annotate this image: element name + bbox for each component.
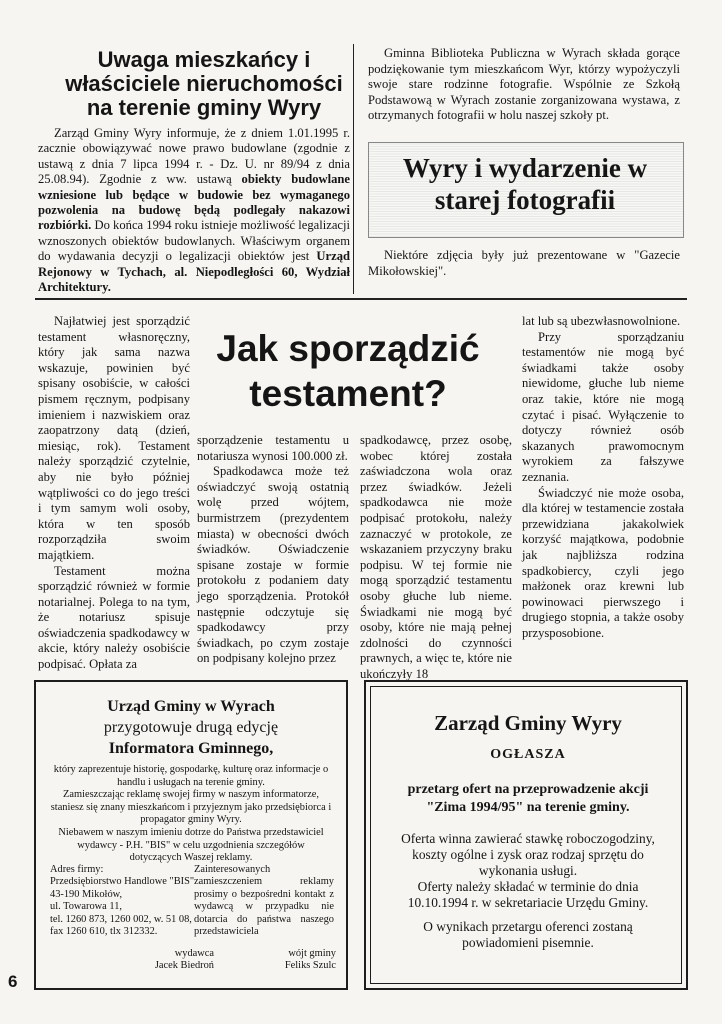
exhibition-title: Wyry i wydarzenie w starej fotografii — [402, 153, 648, 215]
ad-paragraph: który zaprezentuje historię, gospodarkę, kulturę oraz informacje o handlu i usługach na terenie gminy. — [53, 764, 329, 788]
column-paragraph: Spadkodawca może też oświadczyć swoją ostatnią wolę przed wójtem, burmistrzem (prezydentem miasta) w obecności dwóch świadków. Oświadczenie spisane zostaje w formie protokołu z podaniem daty jego sporządzenia. Protokół następnie odczytuje się spadkodawcy przy świadkach, po czym zostaje on podpisany kolejno przez — [197, 464, 349, 666]
column-paragraph: lat lub są ubezwłasnowolnione. — [522, 314, 681, 328]
article-headline: Uwaga mieszkańcy i właściciele nieruchomości na terenie gminy Wyry — [65, 47, 343, 120]
signature-name: Jacek Biedroń — [154, 960, 214, 972]
page-number: 6 — [8, 972, 18, 991]
company-address — [50, 864, 198, 938]
signature-name: Feliks Szulc — [284, 960, 336, 972]
address-line: ul. Towarowa 11, — [50, 901, 122, 913]
column-paragraph: Najłatwiej jest sporządzić testament własnoręczny, który jak sama nazwa wskazuje, powinien być spisany osobiście, w całości pismem ręcznym, podpisany imieniem i nazwiskiem oraz zaopatrzony datą (dzień, miesiąc, rok). Testament należy sporządzić czytelnie, aby nie było później wątpliwości co do jego treści i tym samym woli osoby, która w ten sposób rozporządziła swoim majątkiem. — [38, 314, 190, 562]
text-column-3 — [360, 433, 512, 683]
column-paragraph: Przy sporządzaniu testamentów nie mogą być świadkami także osoby niewidome, głuche lub nieme oraz takie, które nie mogą czytać i pisać. Wyłączenie to dotyczy również osób skazanych prawomocnym wyrokiem za fałszywe zeznania. — [522, 329, 684, 484]
address-line: 43-190 Mikołów, — [50, 888, 123, 900]
ad-heading: Urząd Gminy w Wyrach — [107, 698, 275, 715]
testament-headline: Jak sporządzić testament? — [216, 328, 480, 414]
text-span: Zarząd Gminy Wyry informuje, że z dniem 1.01.1995 r. zacznie obowiązywać nowe prawo budowlane (zgodnie z ustawą z dnia 7 lipca 1994 r. - Dz. U. nr 89/94 z dnia 25.08.94). Zgodnie z ww. ustawą — [38, 126, 350, 187]
library-notice — [368, 46, 680, 124]
announcement-inner-frame — [370, 686, 682, 984]
address-line: fax 1260 610, tlx 312332. — [50, 926, 158, 938]
bold-text: obiekty budowlane wzniesione lub będące w budowie bez wymaganego pozwolenia na budowę będą podlegały nakazowi rozbiórki. — [38, 172, 351, 233]
signature-role: wójt gminy — [288, 948, 336, 959]
announcement-body — [387, 831, 669, 951]
announcement-label: OGŁASZA — [490, 747, 566, 762]
column-paragraph: Testament można sporządzić również w formie notarialnej. Polega to na tym, że notariusz spisuje oświadczenia spadkodawcy w akcie, który należy osobiście podpisać. Opłata za — [38, 563, 190, 672]
publisher-signature — [96, 948, 214, 973]
column-paragraph: sporządzenie testamentu u notariusza wynosi 100.000 zł. — [197, 433, 349, 463]
mayor-signature — [256, 948, 336, 973]
address-line: Przedsiębiorstwo Handlowe "BIS" — [50, 876, 195, 888]
text-span: Do końca 1994 roku istnieje możliwość legalizacji wznoszonych obiektów budowlanych. Właściwym organem do wydawania decyzji o legalizacji obiektów jest — [38, 218, 350, 264]
announcement-title: Zarząd Gminy Wyry — [434, 711, 622, 735]
article-body — [38, 126, 350, 295]
announcement-paragraph: Oferty należy składać w terminie do dnia 10.10.1994 r. w sekretariacie Urzędu Gminy. — [407, 879, 649, 910]
bold-text: Urząd Rejonowy w Tychach, al. Niepodległości 60, Wydział Architektury. — [38, 249, 350, 295]
announcement-subject: przetarg ofert na przeprowadzenie akcji "Zima 1994/95" na terenie gminy. — [407, 782, 649, 815]
announcement-paragraph: Oferta winna zawierać stawkę roboczogodziny, koszty ogólne i zysk oraz rodzaj sprzętu do wykonania usługi. — [401, 831, 655, 878]
text-column-4 — [522, 314, 684, 641]
signature-role: wydawca — [174, 948, 214, 959]
ad-heading-bold: Informatora Gminnego, — [108, 740, 274, 757]
ad-paragraph: Niebawem w naszym imieniu dotrze do Państwa przedstawiciel wydawcy - P.H. "BIS" w celu uzgodnienia szczegółów dotyczących Waszej reklamy. — [58, 826, 324, 864]
section-divider — [35, 298, 687, 300]
text-column-1 — [38, 314, 190, 673]
column-paragraph: spadkodawcę, przez osobę, wobec której została zaświadczona wola oraz przez świadków. Jeżeli spadkodawca nie może podpisać protokołu, należy zaznaczyć w protokole, ze wskazaniem przyczyny braku podpisu. W tej formie nie mogą sporządzić testamentu osoby głuche lub nieme. Świadkami nie mogą być osoby, które nie mają pełnej zdolności do czynności prawnych, a więc te, które nie ukończyły 18 — [360, 433, 512, 681]
informator-advertisement — [34, 680, 348, 990]
tender-announcement — [364, 680, 688, 990]
article-paragraph — [38, 126, 350, 295]
announcement-paragraph: O wynikach przetargu oferenci zostaną powiadomieni pisemnie. — [423, 919, 633, 950]
contact-note: Zainteresowanych zamieszczeniem reklamy prosimy o bezpośredni kontakt z wydawcą w przypadku nie dotarcia do państwa naszego przedstawiciela — [194, 864, 334, 938]
column-divider — [353, 44, 354, 294]
ad-paragraph: Zamieszczając reklamę swojej firmy w naszym informatorze, staniesz się znany mieszkańcom i przyjeznym jako przedsiębiorca i propagator gminy Wyry. — [50, 789, 332, 826]
column-paragraph: Świadczyć nie może osoba, dla której w testamencie została przewidziana jakakolwiek korzyść majątkowa, podobnie jak najbliższa rodzina spadkobiercy, czyli jego małżonek oraz krewni lub powinowaci pierwszego i drugiego stopnia, a także osoby przysposobione. — [522, 485, 684, 640]
ad-description — [50, 764, 332, 865]
text-column-2 — [197, 433, 349, 667]
ad-subheading: przygotowuje drugą edycję — [103, 719, 279, 736]
address-line: tel. 1260 873, 1260 002, w. 51 08, — [50, 913, 192, 925]
address-label: Adres firmy: — [50, 864, 104, 875]
library-note: Niektóre zdjęcia były już prezentowane w "Gazecie Mikołowskiej". — [368, 248, 680, 278]
library-paragraph: Gminna Biblioteka Publiczna w Wyrach składa gorące podziękowanie tym mieszkańcom Wyr, którzy wypożyczyli swoje stare rodzinne fotografie. Wspólnie ze Szkołą Podstawową w Wyrach zostanie zorganizowana wystawa, z otrzymanych fotografii w holu naszej szkoły pt. — [368, 46, 680, 123]
